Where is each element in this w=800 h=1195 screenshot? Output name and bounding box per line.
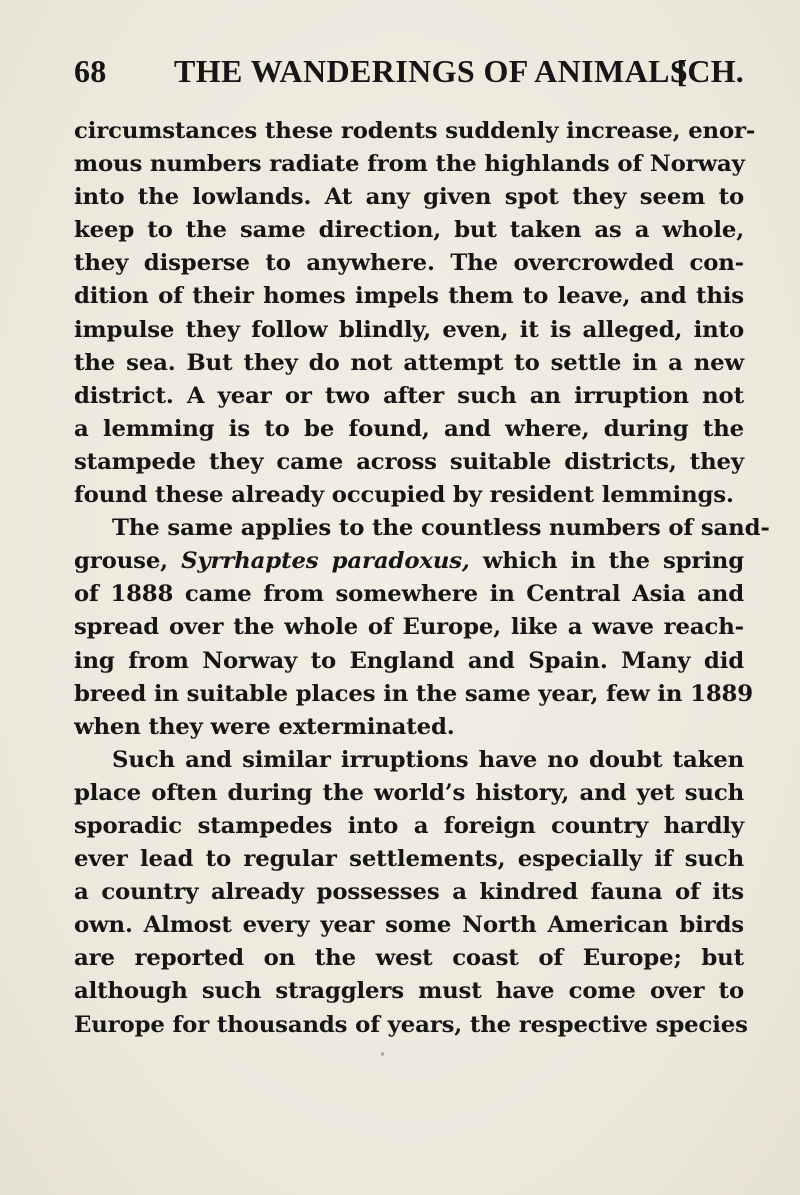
paragraph-end-line: found these already occupied by resident lemmings. [74,482,734,509]
text-line: into the lowlands. At any given spot they seem to [74,184,744,211]
text-line: ever lead to regular settlements, especially if such [74,846,744,873]
text-line: although such stragglers must have come over to [74,978,744,1005]
paragraph-start-line: The same applies to the countless numbers of sand- [112,515,770,542]
text-line: they disperse to anywhere. The overcrowded con- [74,250,744,277]
text-line: Europe for thousands of years, the respective species [74,1011,748,1038]
text-line: circumstances these rodents suddenly increase, enor- [74,118,756,144]
text-line: place often during the world’s history, and yet such [74,779,744,806]
paper-speck [381,1052,384,1056]
text-line: dition of their homes impels them to leave, and this [74,283,744,310]
text-line: a lemming is to be found, and where, during the [74,415,744,442]
text-line-with-italic [74,545,744,578]
text-line: the sea. But they do not attempt to settle in a new [74,349,744,376]
text-line: spread over the whole of Europe, like a wave reach- [74,614,744,641]
species-name-italic: Syrrhaptes paradoxus, [181,548,470,575]
chapter-mark: [CH. [676,53,744,89]
text-line: breed in suitable places in the same year, few in 1889 [74,680,753,707]
page-number: 68 [74,53,107,89]
body-text [74,115,770,1042]
text-line: of 1888 came from somewhere in Central Asia and [74,581,744,608]
paragraph-start-line: Such and similar irruptions have no doubt taken [112,746,744,773]
text-line: mous numbers radiate from the highlands of Norway [74,151,745,178]
text-segment: grouse, [74,548,182,575]
text-line: keep to the same direction, but taken as a whole, [74,217,744,244]
text-line: a country already possesses a kindred fauna of its [74,879,744,906]
text-line: ing from Norway to England and Spain. Many did [74,647,744,674]
text-line: sporadic stampedes into a foreign country hardly [74,812,744,839]
text-line: own. Almost every year some North American birds [74,912,744,939]
running-title: THE WANDERINGS OF ANIMALS [174,53,689,89]
text-line: impulse they follow blindly, even, it is alleged, into [74,316,744,343]
running-header [74,53,744,93]
paragraph-end-line: when they were exterminated. [74,713,455,740]
text-segment: which in the spring [469,548,744,575]
text-line: are reported on the west coast of Europe; but [74,945,744,972]
text-line: stampede they came across suitable districts, they [74,448,744,475]
text-line: district. A year or two after such an irruption not [74,382,744,409]
